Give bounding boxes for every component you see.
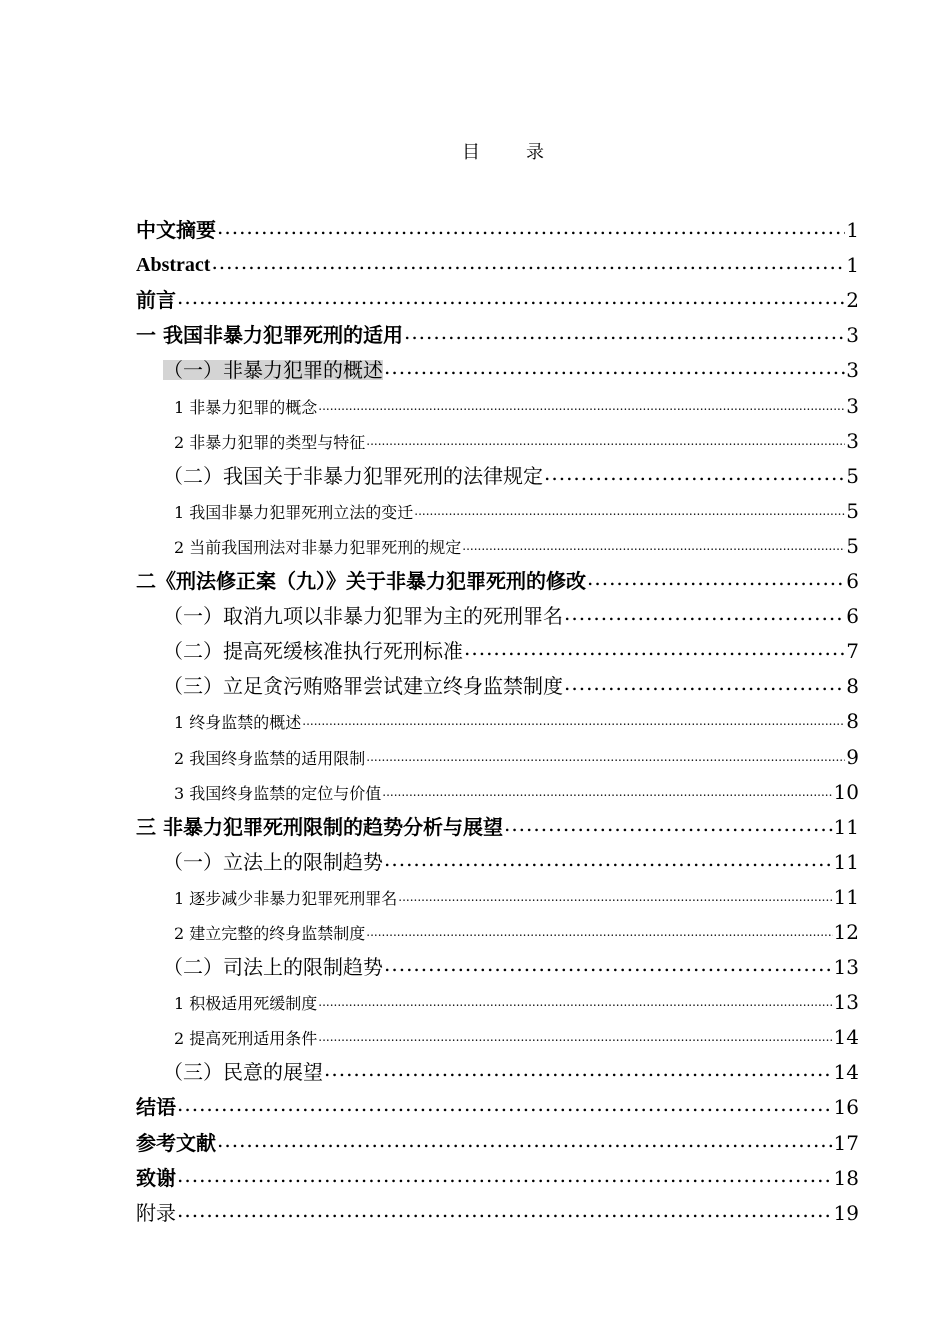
toc-entry-label: 1 终身监禁的概述 xyxy=(174,713,302,732)
table-of-contents xyxy=(136,205,859,1223)
toc-leader-dots xyxy=(177,287,845,307)
toc-page-number: 8 xyxy=(846,674,859,697)
toc-entry[interactable] xyxy=(136,802,859,837)
toc-page-number: 17 xyxy=(833,1130,859,1153)
toc-leader-dots xyxy=(211,252,845,272)
toc-entry[interactable] xyxy=(136,907,859,942)
toc-leader-dots xyxy=(382,786,832,798)
toc-leader-dots xyxy=(564,603,845,623)
toc-leader-dots xyxy=(564,673,845,693)
toc-entry-label: （二）我国关于非暴力犯罪死刑的法律规定 xyxy=(163,463,543,486)
toc-entry-label: 附录 xyxy=(136,1200,176,1223)
toc-page-number: 11 xyxy=(833,849,859,872)
toc-entry[interactable] xyxy=(136,731,859,766)
toc-leader-dots xyxy=(318,1031,832,1043)
toc-entry-label: 3 我国终身监禁的定位与价值 xyxy=(174,783,382,802)
toc-entry-label: （一）非暴力犯罪的概述 xyxy=(163,358,383,381)
toc-page-number: 10 xyxy=(833,779,859,802)
toc-leader-dots xyxy=(384,954,833,974)
toc-entry-label: 1 逐步减少非暴力犯罪死刑罪名 xyxy=(174,888,398,907)
toc-page-number: 14 xyxy=(833,1025,859,1048)
toc-page-number: 13 xyxy=(833,990,859,1013)
toc-entry-label: 前言 xyxy=(136,288,176,311)
toc-entry[interactable] xyxy=(136,310,859,345)
toc-page-number: 3 xyxy=(846,428,859,451)
toc-entry-label: （三）立足贪污贿赂罪尝试建立终身监禁制度 xyxy=(163,674,563,697)
toc-page-number: 3 xyxy=(846,358,859,381)
toc-leader-dots xyxy=(217,217,845,237)
toc-entry[interactable] xyxy=(136,872,859,907)
toc-leader-dots xyxy=(302,715,845,727)
toc-leader-dots xyxy=(318,996,832,1008)
toc-entry-label: 1 我国非暴力犯罪死刑立法的变迁 xyxy=(174,502,414,521)
toc-leader-dots xyxy=(384,849,833,869)
toc-page-number: 6 xyxy=(846,569,859,592)
toc-page-number: 5 xyxy=(846,498,859,521)
toc-entry-label: 1 积极适用死缓制度 xyxy=(174,994,318,1013)
toc-leader-dots xyxy=(177,1200,833,1220)
toc-entry-label: 2 非暴力犯罪的类型与特征 xyxy=(174,432,366,451)
toc-leader-dots xyxy=(544,463,845,483)
toc-leader-dots xyxy=(177,1094,833,1114)
toc-entry-label: 2 建立完整的终身监禁制度 xyxy=(174,923,366,942)
toc-entry[interactable] xyxy=(136,1188,859,1223)
toc-leader-dots xyxy=(462,540,845,552)
toc-entry[interactable] xyxy=(136,1047,859,1082)
toc-entry-label: 参考文献 xyxy=(136,1130,216,1153)
toc-entry[interactable] xyxy=(136,626,859,661)
toc-entry[interactable] xyxy=(136,661,859,696)
toc-leader-dots xyxy=(324,1059,833,1079)
toc-page-number: 19 xyxy=(833,1200,859,1223)
toc-entry-label: 一 我国非暴力犯罪死刑的适用 xyxy=(136,323,403,346)
toc-page-number: 2 xyxy=(846,288,859,311)
toc-leader-dots xyxy=(404,322,845,342)
toc-entry-label: 1 非暴力犯罪的概念 xyxy=(174,397,318,416)
toc-page-number: 16 xyxy=(833,1095,859,1118)
toc-leader-dots xyxy=(384,357,845,377)
toc-entry[interactable] xyxy=(136,1153,859,1188)
toc-entry[interactable] xyxy=(136,591,859,626)
toc-entry[interactable] xyxy=(136,416,859,451)
toc-entry[interactable] xyxy=(136,521,859,556)
toc-page-number: 8 xyxy=(846,709,859,732)
toc-page-number: 1 xyxy=(846,218,859,241)
toc-page-number: 12 xyxy=(833,919,859,942)
toc-entry[interactable] xyxy=(136,556,859,591)
toc-leader-dots xyxy=(366,435,845,447)
toc-entry-label: 三 非暴力犯罪死刑限制的趋势分析与展望 xyxy=(136,814,503,837)
toc-entry[interactable] xyxy=(136,977,859,1012)
toc-page-number: 3 xyxy=(846,393,859,416)
toc-entry-label: （三）民意的展望 xyxy=(163,1060,323,1083)
toc-page-number: 11 xyxy=(833,814,859,837)
toc-page-number: 7 xyxy=(846,639,859,662)
toc-page-number: 13 xyxy=(833,955,859,978)
toc-entry[interactable] xyxy=(136,486,859,521)
toc-entry-label: Abstract xyxy=(136,254,211,276)
toc-entry-label: 2 当前我国刑法对非暴力犯罪死刑的规定 xyxy=(174,537,462,556)
toc-entry[interactable] xyxy=(136,767,859,802)
toc-leader-dots xyxy=(414,505,845,517)
toc-page-number: 5 xyxy=(846,463,859,486)
toc-entry[interactable] xyxy=(136,380,859,415)
toc-entry-label: 2 我国终身监禁的适用限制 xyxy=(174,748,366,767)
toc-page-number: 5 xyxy=(846,533,859,556)
toc-page-number: 14 xyxy=(833,1060,859,1083)
toc-leader-dots xyxy=(318,400,845,412)
toc-entry[interactable] xyxy=(136,1117,859,1152)
toc-page-number: 9 xyxy=(846,744,859,767)
toc-entry-label: 二《刑法修正案（九）》关于非暴力犯罪死刑的修改 xyxy=(136,569,586,592)
toc-leader-dots xyxy=(464,638,845,658)
toc-entry[interactable] xyxy=(136,451,859,486)
toc-page-number: 1 xyxy=(846,253,859,276)
toc-page-number: 18 xyxy=(833,1165,859,1188)
toc-entry-label: 致谢 xyxy=(136,1165,176,1188)
toc-entry[interactable] xyxy=(136,1082,859,1117)
toc-page-number: 11 xyxy=(833,884,859,907)
toc-entry-label: 结语 xyxy=(136,1095,176,1118)
toc-leader-dots xyxy=(504,814,833,834)
toc-entry-label: （一）立法上的限制趋势 xyxy=(163,849,383,872)
toc-entry[interactable] xyxy=(136,345,859,380)
toc-entry-label: 2 提高死刑适用条件 xyxy=(174,1029,318,1048)
toc-leader-dots xyxy=(398,891,832,903)
toc-entry[interactable] xyxy=(136,275,859,310)
toc-entry[interactable] xyxy=(136,205,859,240)
toc-page-number: 3 xyxy=(846,323,859,346)
toc-leader-dots xyxy=(587,568,845,588)
toc-entry[interactable] xyxy=(136,240,859,275)
toc-title: 目 录 xyxy=(462,142,558,163)
toc-leader-dots xyxy=(366,926,832,938)
toc-page-number: 6 xyxy=(846,604,859,627)
toc-entry[interactable] xyxy=(136,837,859,872)
toc-entry-label: 中文摘要 xyxy=(136,218,216,241)
toc-entry-label: （二）司法上的限制趋势 xyxy=(163,955,383,978)
toc-entry-label: （二）提高死缓核准执行死刑标准 xyxy=(163,639,463,662)
toc-leader-dots xyxy=(177,1165,833,1185)
toc-leader-dots xyxy=(217,1130,833,1150)
toc-entry[interactable] xyxy=(136,1012,859,1047)
toc-entry-label: （一）取消九项以非暴力犯罪为主的死刑罪名 xyxy=(163,604,563,627)
toc-leader-dots xyxy=(366,751,845,763)
toc-entry[interactable] xyxy=(136,942,859,977)
toc-entry[interactable] xyxy=(136,696,859,731)
